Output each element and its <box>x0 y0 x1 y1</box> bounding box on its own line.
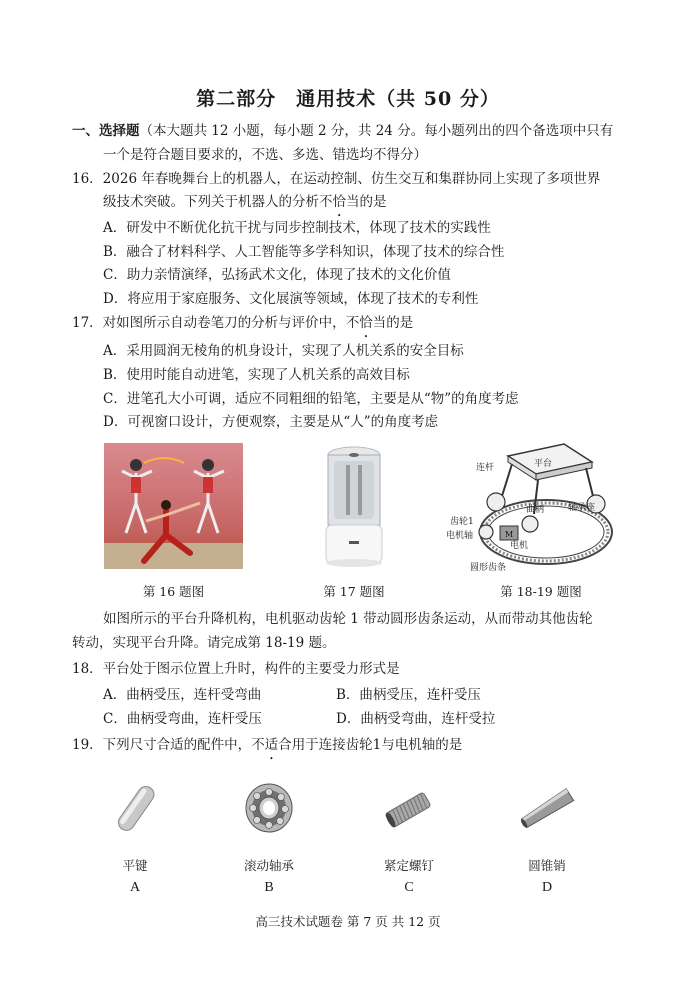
label-platform: 平台 <box>534 459 553 469</box>
fig1819-caption: 第 18-19 题图 <box>500 584 582 599</box>
label-crank: 曲柄 <box>526 505 545 515</box>
q18-stem: 18．平台处于图示位置上升时，构件的主要受力形式是 <box>72 661 400 677</box>
label-gear1: 齿轮1 <box>450 517 474 527</box>
section-desc-2: 一个是符合题目要求的，不选、多选、错选均不得分） <box>103 147 427 163</box>
q17-stem-post: 的是 <box>386 315 414 331</box>
part-rolling-bearing-image <box>244 782 294 834</box>
q16-emphasis: 不恰当 <box>319 194 360 210</box>
section-label: 一、选择题 <box>72 123 140 139</box>
part-rolling-bearing-name: 滚动轴承 <box>243 858 294 873</box>
q16-option-a: A．研发中不断优化抗干扰与同步控制技术，体现了技术的实践性 <box>103 220 491 236</box>
q17-option-d: D．可视窗口设计，方便观察，主要是从“人”的角度考虑 <box>103 414 439 430</box>
q17-option-b: B．使用时能自动进笔，实现了人机关系的高效目标 <box>103 367 410 383</box>
part-letter-b: B <box>264 880 274 895</box>
label-bearing-seat: 轴承座 <box>568 503 596 513</box>
q16-option-c: C．助力亲情演绎，弘扬武术文化，体现了技术的文化价值 <box>103 267 451 283</box>
section-desc-1: （本大题共 12 小题，每小题 2 分，共 24 分。每小题列出的四个备选项中只有 <box>139 123 614 139</box>
q16-line2-post: 的是 <box>359 194 387 210</box>
label-motor-shaft: 电机轴 <box>446 531 474 541</box>
q19-stem <box>72 736 462 754</box>
part-taper-pin-image <box>516 784 578 834</box>
q18-option-a: A．曲柄受压，连杆受弯曲 <box>103 687 262 703</box>
q17-stem <box>72 314 413 332</box>
part-letter-a: A <box>129 880 141 895</box>
q17-stem-pre: 17．对如图所示自动卷笔刀的分析与评价中， <box>72 315 346 331</box>
q17-option-a: A．采用圆润无棱角的机身设计，实现了人机关系的安全目标 <box>103 343 464 359</box>
q16-option-d: D．将应用于家庭服务、文化展演等领域，体现了技术的专利性 <box>103 291 479 307</box>
part-flat-key-image <box>114 780 160 838</box>
part-letter-c: C <box>404 880 414 895</box>
fig16-caption: 第 16 题图 <box>142 584 205 599</box>
q16-line2 <box>103 193 387 211</box>
q16-line1: 16．2026 年春晚舞台上的机器人，在运动控制、仿生交互和集群协同上实现了多项世界 <box>72 171 601 187</box>
q17-emphasis: 不恰当 <box>345 315 387 331</box>
q16-line2-pre: 级技术突破。下列关于机器人的分析 <box>103 194 319 210</box>
fig17-caption: 第 17 题图 <box>323 584 385 599</box>
intro1819-line2: 转动，实现平台升降。请完成第 18-19 题。 <box>72 635 336 651</box>
label-m: M <box>505 530 514 539</box>
label-motor: 电机 <box>510 541 529 551</box>
fig17-sharpener-photo <box>312 443 396 568</box>
q19-emphasis: 不适合 <box>251 737 292 753</box>
part-set-screw-name: 紧定螺钉 <box>383 858 434 873</box>
q17-option-c: C．进笔孔大小可调，适应不同粗细的铅笔，主要是从“物”的角度考虑 <box>103 391 519 407</box>
q19-stem-pre: 19．下列尺寸合适的配件中， <box>72 737 252 753</box>
intro1819-line1: 如图所示的平台升降机构，电机驱动齿轮 1 带动圆形齿条运动，从而带动其他齿轮 <box>103 611 593 627</box>
q18-option-c: C．曲柄受弯曲，连杆受压 <box>103 711 262 727</box>
q16-option-b: B．融合了材料科学、人工智能等多学科知识，体现了技术的综合性 <box>103 244 505 260</box>
part-letter-d: D <box>541 880 553 895</box>
page-footer: 高三技术试题卷 第 7 页 共 12 页 <box>255 914 441 929</box>
fig16-robot-photo <box>104 443 243 569</box>
part-set-screw-image <box>382 786 434 834</box>
section-header <box>72 122 613 140</box>
part-taper-pin-name: 圆锥销 <box>528 858 566 873</box>
q19-stem-post: 用于连接齿轮1与电机轴的是 <box>291 737 463 753</box>
label-rack: 圆形齿条 <box>470 563 507 573</box>
q18-option-b: B．曲柄受压，连杆受压 <box>336 687 481 703</box>
fig1819-mechanism-diagram <box>446 440 616 576</box>
part-flat-key-name: 平键 <box>122 858 148 873</box>
q18-option-d: D．曲柄受弯曲，连杆受拉 <box>336 711 496 727</box>
page-title: 第二部分 通用技术（共 50 分） <box>196 88 500 110</box>
label-rod: 连杆 <box>476 463 495 473</box>
